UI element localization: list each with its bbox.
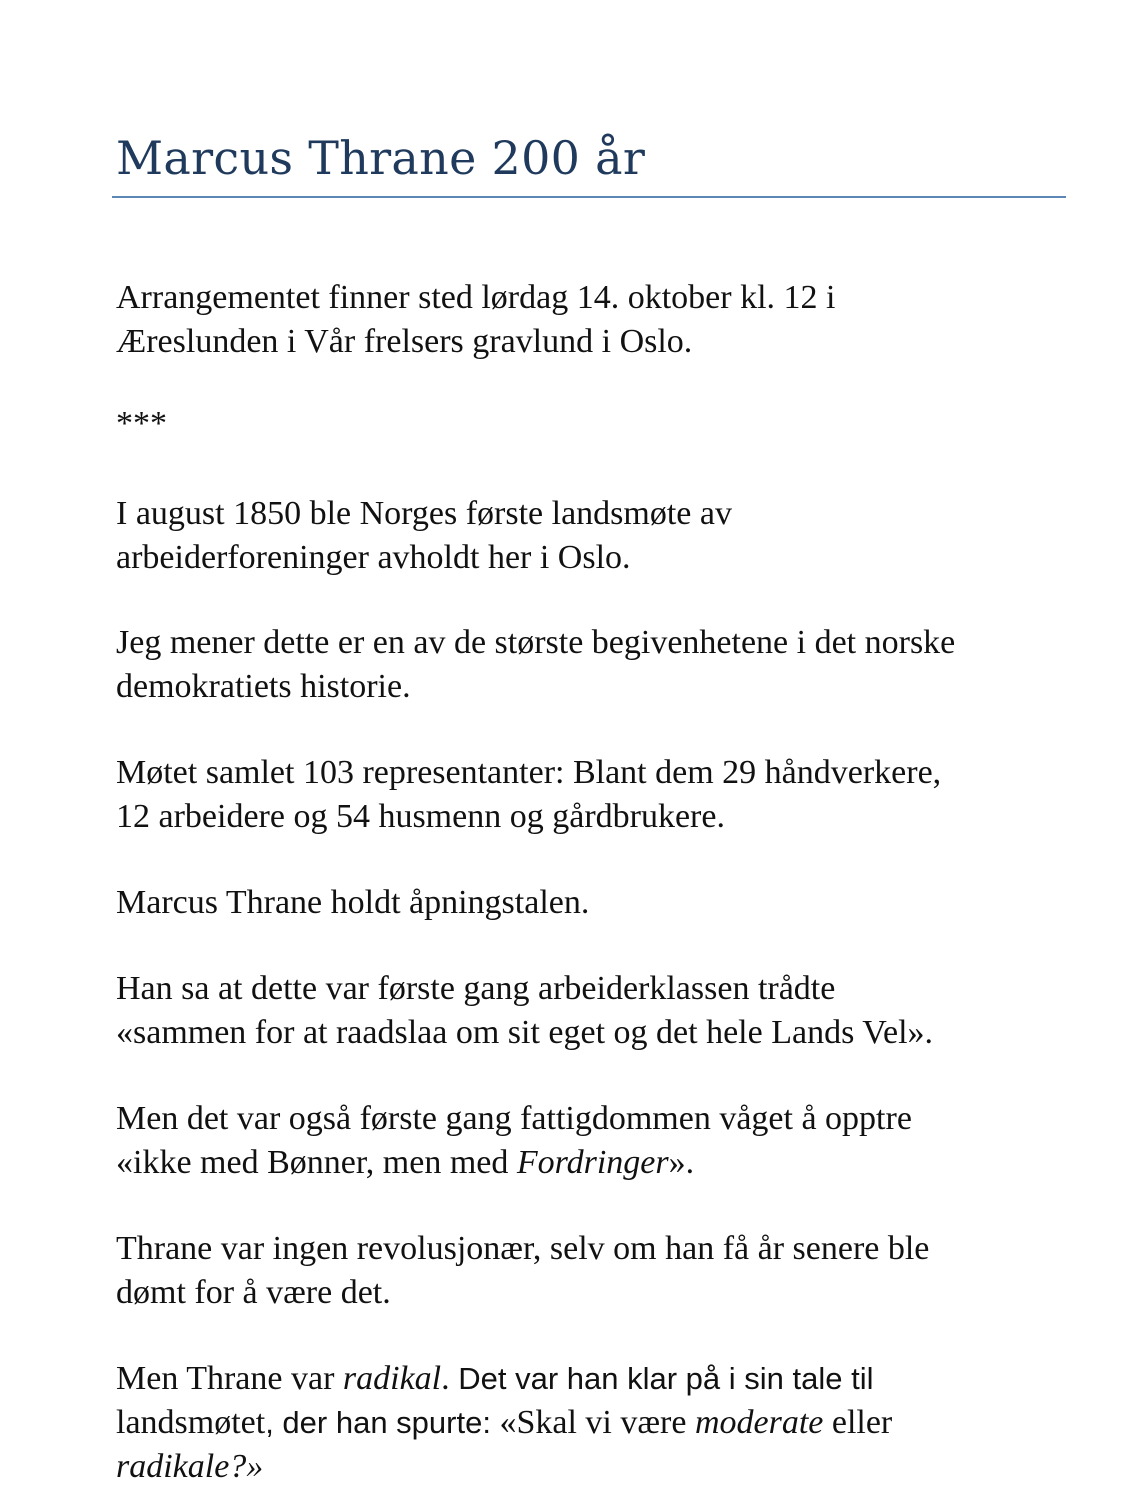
text-line: Han sa at dette var første gang arbeiderklassen trådte — [116, 970, 836, 1007]
text-run: Men Thrane var — [116, 1360, 343, 1397]
paragraph-representatives — [116, 751, 941, 839]
text-run: «Skal vi være — [490, 1404, 695, 1441]
paragraph-demands-quote — [116, 1097, 912, 1185]
paragraph-working-class-quote — [116, 967, 933, 1055]
title-underline-divider — [112, 196, 1066, 198]
text-line: arbeiderforeninger avholdt her i Oslo. — [116, 539, 631, 576]
text-run: . — [441, 1360, 450, 1397]
text-run: , der han spurte: — [265, 1405, 491, 1440]
paragraph-radical — [116, 1357, 892, 1489]
text-run: Det var han klar på i sin tale til — [449, 1361, 874, 1396]
text-line: 12 arbeidere og 54 husmenn og gårdbrukere. — [116, 798, 725, 835]
paragraph-1850-meeting — [116, 492, 732, 580]
text-line: Thrane var ingen revolusjonær, selv om han få år senere ble — [116, 1230, 930, 1267]
emphasis-text: radikale?» — [116, 1448, 264, 1485]
text-line: Møtet samlet 103 representanter: Blant dem 29 håndverkere, — [116, 754, 942, 791]
text-line — [116, 1357, 892, 1401]
text-line: demokratiets historie. — [116, 668, 411, 705]
paragraph-event-info — [116, 276, 835, 364]
text-line: «sammen for at raadslaa om sit eget og det hele Lands Vel». — [116, 1014, 934, 1051]
text-line — [116, 1141, 912, 1185]
text-line: Jeg mener dette er en av de største begivenhetene i det norske — [116, 624, 956, 661]
text-line — [116, 1401, 892, 1445]
emphasis-text: moderate — [694, 1404, 824, 1441]
emphasis-text: radikal — [342, 1360, 442, 1397]
section-separator — [116, 402, 167, 446]
page-title: Marcus Thrane 200 år — [116, 131, 646, 185]
text-line: Æreslunden i Vår frelsers gravlund i Oslo. — [116, 323, 693, 360]
emphasis-text: Fordringer — [516, 1144, 669, 1181]
paragraph-opening-speech — [116, 881, 589, 925]
text-line: Marcus Thrane holdt åpningstalen. — [116, 884, 590, 921]
paragraph-not-revolutionary — [116, 1227, 929, 1315]
text-line — [116, 1445, 892, 1489]
paragraph-democracy-history — [116, 621, 955, 709]
text-run: landsmøtet — [116, 1404, 266, 1441]
text-line: Arrangementet finner sted lørdag 14. oktober kl. 12 i — [116, 279, 836, 316]
text-line: Men det var også første gang fattigdommen våget å opptre — [116, 1100, 912, 1137]
text-line: dømt for å være det. — [116, 1274, 391, 1311]
text-run: eller — [823, 1404, 893, 1441]
text-line: I august 1850 ble Norges første landsmøte av — [116, 495, 732, 532]
asterisk-separator: *** — [116, 405, 167, 442]
text-run: ». — [668, 1144, 695, 1181]
text-run: «ikke med Bønner, men med — [116, 1144, 517, 1181]
